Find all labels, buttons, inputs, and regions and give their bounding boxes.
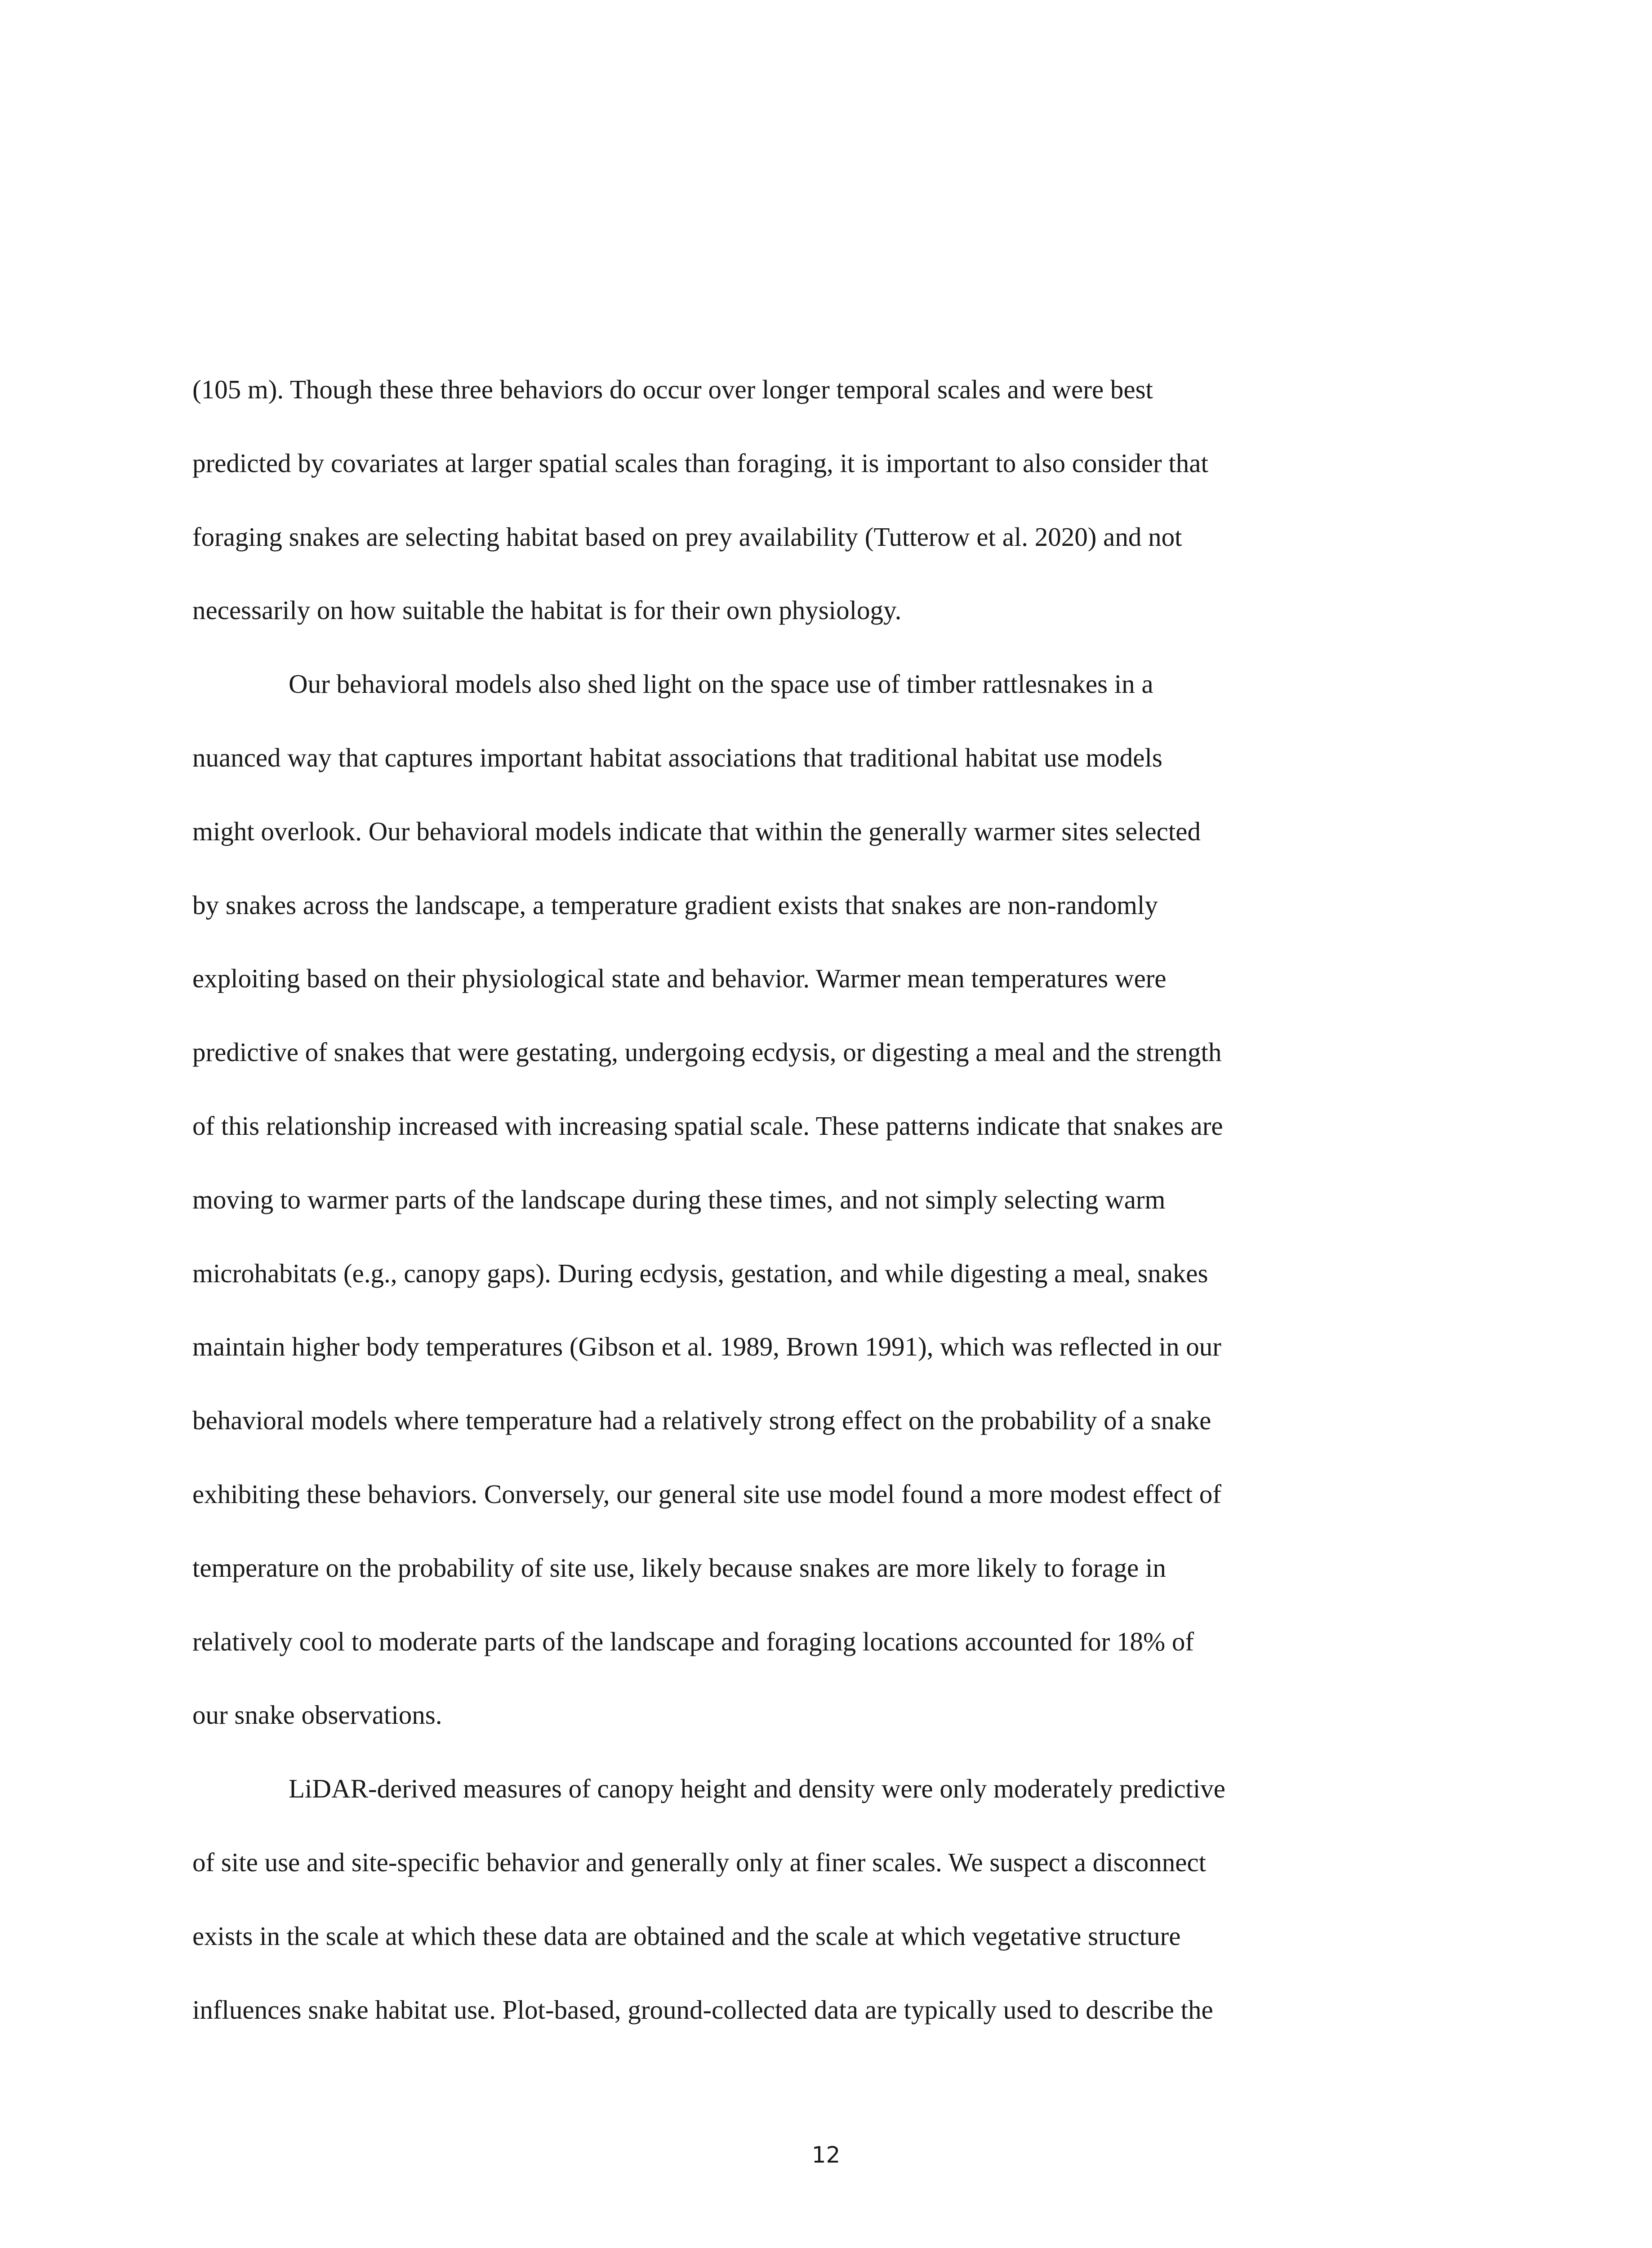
text-line: exists in the scale at which these data are obtained and the scale at which vegetative structure — [192, 1921, 1181, 1951]
text-line: moving to warmer parts of the landscape during these times, and not simply selecting warm — [192, 1185, 1166, 1214]
text-line: nuanced way that captures important habitat associations that traditional habitat use models — [192, 743, 1162, 772]
text-line: necessarily on how suitable the habitat is for their own physiology. — [192, 595, 902, 625]
text-line: of this relationship increased with increasing spatial scale. These patterns indicate that snakes are — [192, 1111, 1223, 1141]
text-line: maintain higher body temperatures (Gibson et al. 1989, Brown 1991), which was reflected in our — [192, 1332, 1221, 1361]
page-number: 12 — [811, 2142, 841, 2168]
text-line: our snake observations. — [192, 1700, 442, 1730]
text-line: foraging snakes are selecting habitat based on prey availability (Tutterow et al. 2020) and not — [192, 522, 1182, 552]
text-line: by snakes across the landscape, a temperature gradient exists that snakes are non-randomly — [192, 890, 1158, 920]
text-line: of site use and site-specific behavior and generally only at finer scales. We suspect a disconnect — [192, 1847, 1207, 1877]
text-line: microhabitats (e.g., canopy gaps). During ecdysis, gestation, and while digesting a meal, snakes — [192, 1258, 1208, 1288]
text-line: predictive of snakes that were gestating, undergoing ecdysis, or digesting a meal and the strength — [192, 1037, 1222, 1067]
paragraph-first-line: LiDAR-derived measures of canopy height and density were only moderately predictive — [289, 1774, 1225, 1803]
text-line: predicted by covariates at larger spatial scales than foraging, it is important to also consider that — [192, 448, 1208, 478]
text-line: (105 m). Though these three behaviors do occur over longer temporal scales and were best — [192, 375, 1153, 404]
text-line: influences snake habitat use. Plot-based, ground-collected data are typically used to describe the — [192, 1995, 1213, 2025]
text-line: might overlook. Our behavioral models indicate that within the generally warmer sites selected — [192, 816, 1201, 846]
text-line: temperature on the probability of site use, likely because snakes are more likely to forage in — [192, 1553, 1166, 1583]
text-line: exhibiting these behaviors. Conversely, our general site use model found a more modest effect of — [192, 1479, 1221, 1509]
paragraph-first-line: Our behavioral models also shed light on the space use of timber rattlesnakes in a — [289, 669, 1153, 699]
text-line: relatively cool to moderate parts of the landscape and foraging locations accounted for 18% of — [192, 1627, 1194, 1656]
text-line: behavioral models where temperature had a relatively strong effect on the probability of a snake — [192, 1405, 1211, 1435]
text-line: exploiting based on their physiological state and behavior. Warmer mean temperatures were — [192, 963, 1167, 993]
